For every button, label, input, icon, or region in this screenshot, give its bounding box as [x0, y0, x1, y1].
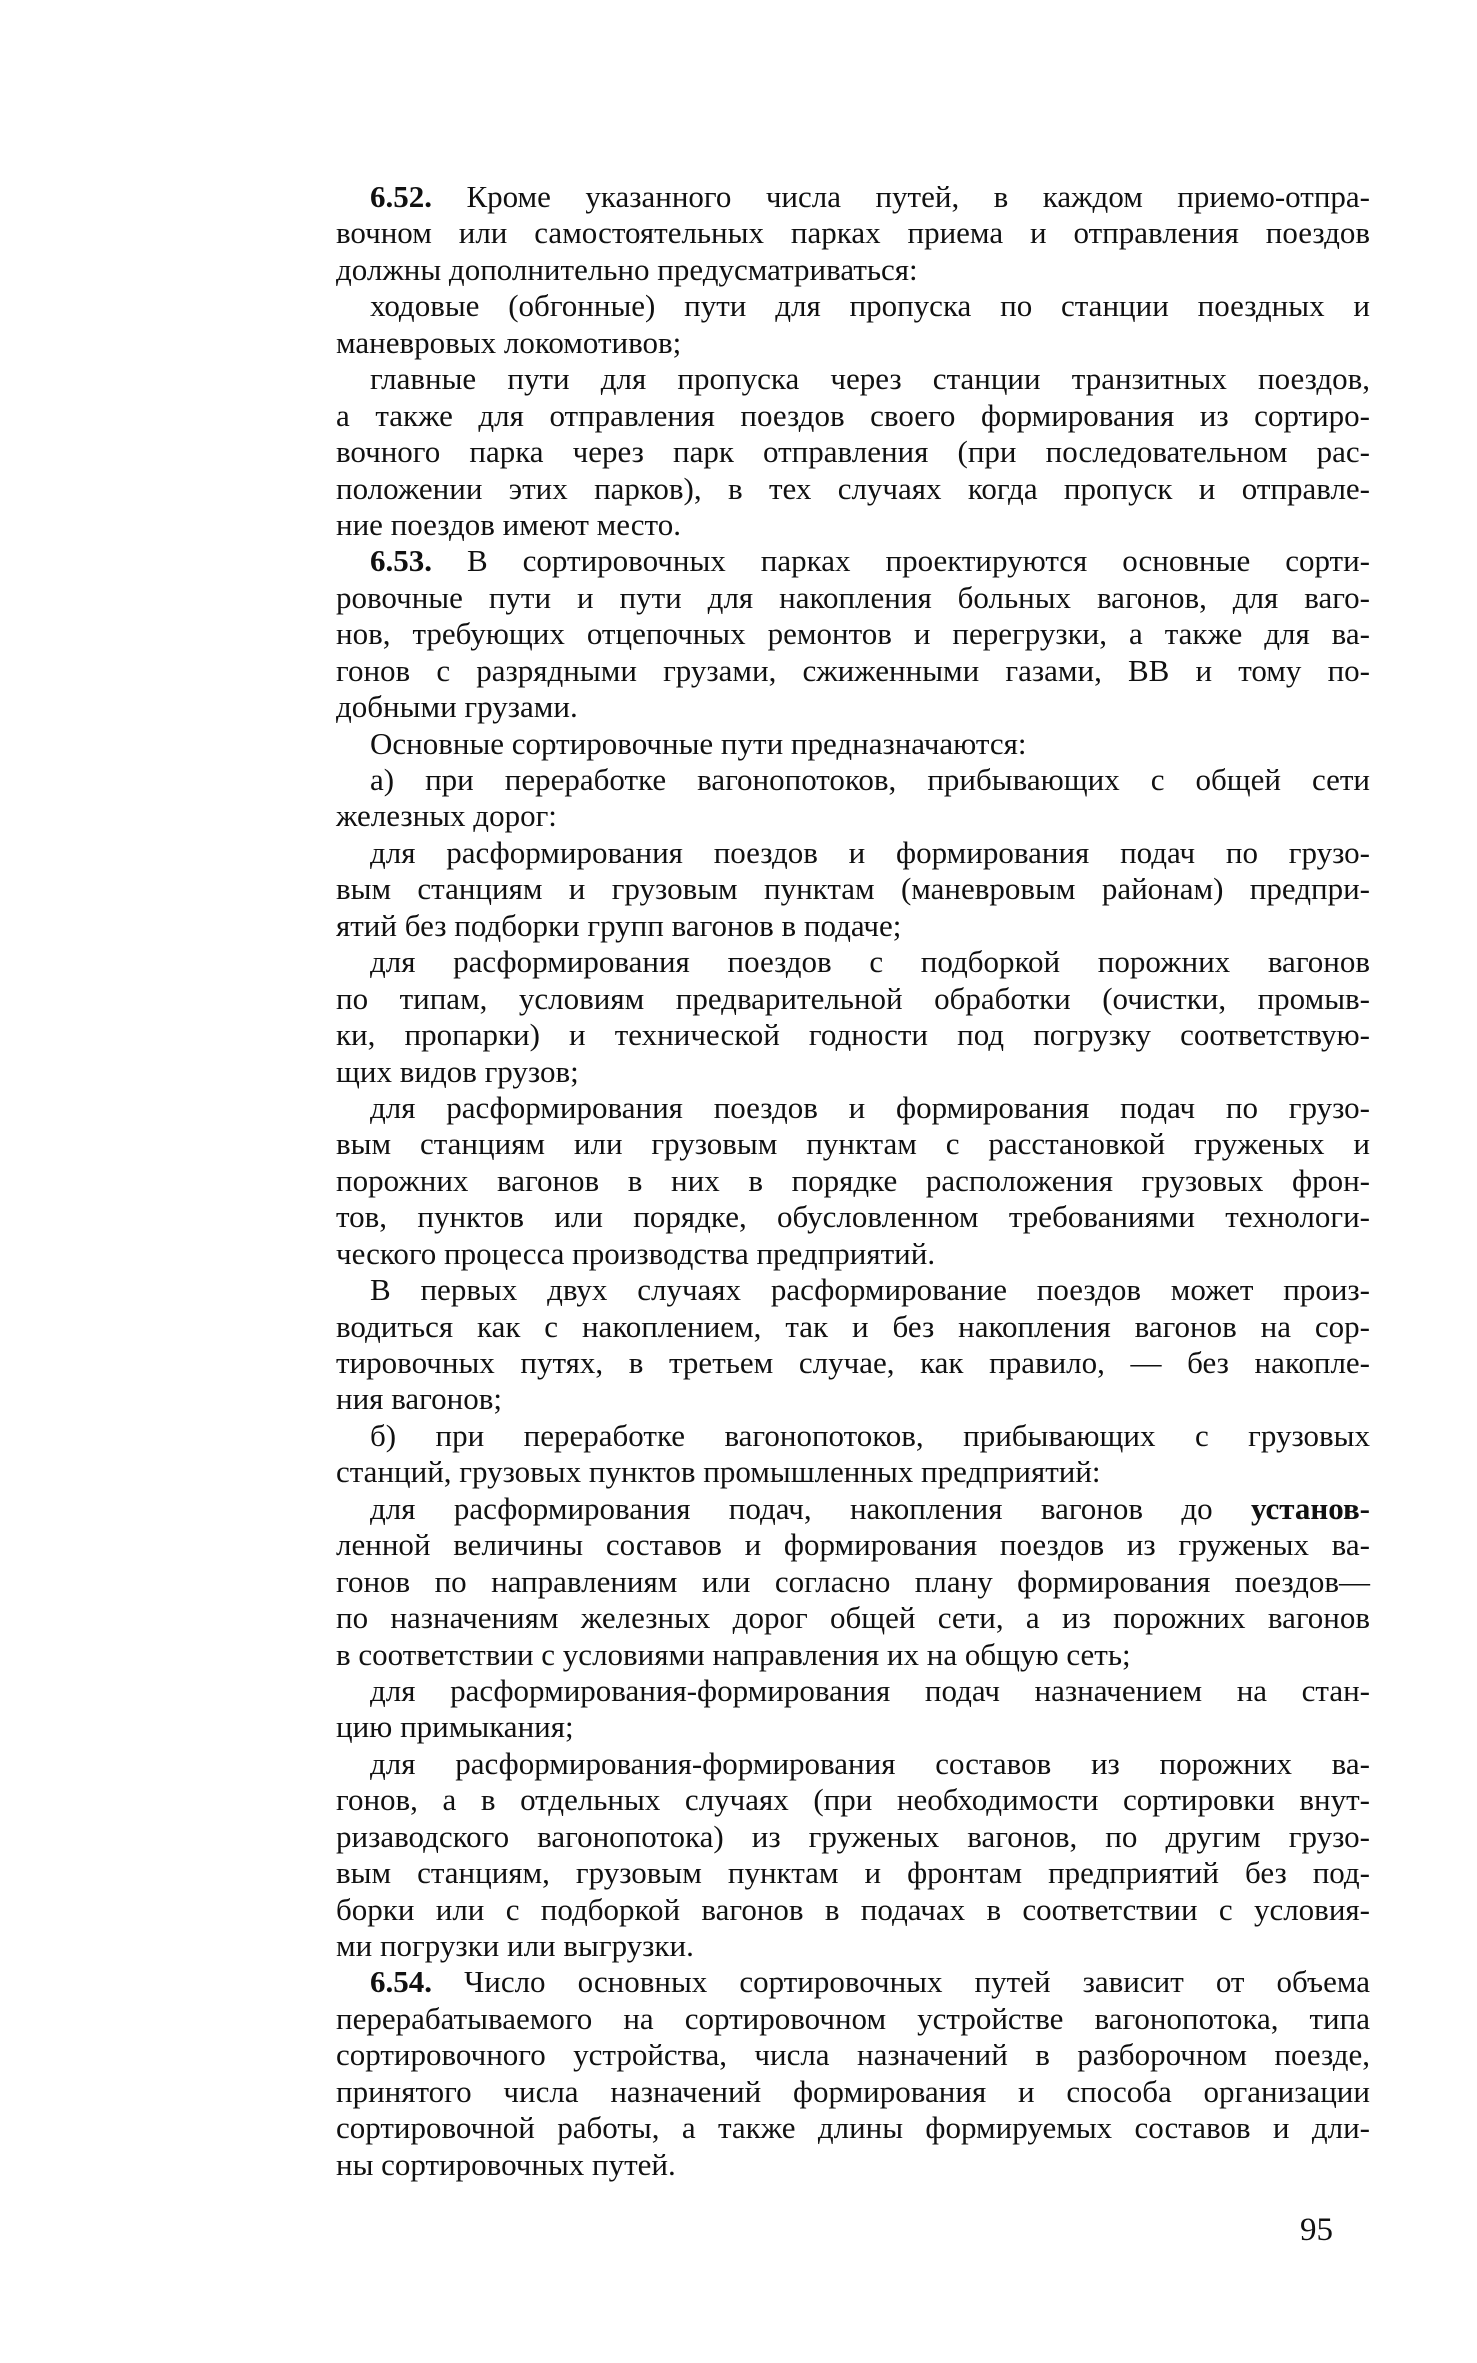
line-text: порожних вагонов в них в порядке расположения грузовых фрон- [336, 1162, 1370, 1198]
line-text: тов, пунктов или порядке, обусловленном требованиями технологи- [336, 1199, 1370, 1235]
line-text: железных дорог: [336, 798, 557, 834]
text-line [336, 580, 1370, 616]
line-text: для расформирования поездов и формирования подач по грузо- [370, 834, 1370, 870]
text-line [336, 726, 1370, 762]
section-number: 6.53. [370, 543, 432, 579]
line-text: гонов, а в отдельных случаях (при необходимости сортировки внут- [336, 1782, 1370, 1818]
paragraph [336, 726, 1370, 762]
text-line [336, 1126, 1370, 1162]
text-line [336, 1054, 1370, 1090]
line-text: гонов по направлениям или согласно плану формирования поездов— [336, 1563, 1370, 1599]
text-line [336, 1527, 1370, 1563]
line-text: а также для отправления поездов своего формирования из сортиро- [336, 397, 1370, 433]
line-text: вым станциям и грузовым пунктам (маневровым районам) предпри- [336, 871, 1370, 907]
text-line [336, 653, 1370, 689]
line-text: маневровых локомотивов; [336, 324, 682, 360]
line-text: тировочных путях, в третьем случае, как правило, — без накопле- [336, 1345, 1370, 1380]
text-line [336, 1673, 1370, 1709]
text-line [336, 798, 1370, 834]
bold-word: установ- [1250, 1490, 1371, 1526]
line-text: б) при переработке вагонопотоков, прибывающих с грузовых [370, 1417, 1370, 1453]
line-text: ходовые (обгонные) пути для пропуска по станции поездных и [370, 288, 1370, 324]
paragraph [336, 1673, 1370, 1746]
line-text: принятого числа назначений формирования и способа организации [336, 2073, 1370, 2109]
text-line [336, 325, 1370, 361]
line-text: Кроме указанного числа путей, в каждом приемо-отпра- [466, 179, 1370, 214]
paragraph [336, 1272, 1370, 1418]
text-line [336, 288, 1370, 324]
text-line [336, 361, 1370, 397]
line-text: для расформирования подач, накопления вагонов до [370, 1490, 1213, 1526]
line-text: ятий без подборки групп вагонов в подаче; [336, 907, 902, 943]
text-line [336, 908, 1370, 944]
paragraph [336, 944, 1370, 1090]
line-text: а) при переработке вагонопотоков, прибывающих с общей сети [370, 762, 1370, 797]
text-line [336, 689, 1370, 725]
line-text: водиться как с накоплением, так и без накопления вагонов на сор- [336, 1308, 1370, 1344]
line-text: ческого процесса производства предприятий. [336, 1235, 936, 1271]
text-line [336, 1637, 1370, 1673]
document-body [336, 179, 1370, 2183]
line-text: должны дополнительно предусматриваться: [336, 251, 918, 287]
line-text: добными грузами. [336, 689, 578, 725]
line-text: для расформирования поездов с подборкой порожних вагонов [370, 944, 1370, 980]
text-line [336, 398, 1370, 434]
paragraph [336, 835, 1370, 944]
text-line [336, 1709, 1370, 1745]
text-line [336, 1090, 1370, 1126]
paragraph [336, 543, 1370, 725]
line-text: в соответствии с условиями направления их на общую сеть; [336, 1636, 1131, 1672]
line-text: ризаводского вагонопотока) из груженых вагонов, по другим грузо- [336, 1818, 1370, 1854]
section-number: 6.54. [370, 1964, 432, 2000]
text-line [336, 1381, 1370, 1417]
line-text: Основные сортировочные пути предназначаются: [370, 725, 1027, 761]
text-line [336, 2001, 1370, 2037]
text-line [336, 179, 1370, 215]
line-text: щих видов грузов; [336, 1053, 579, 1089]
text-line [336, 1345, 1370, 1381]
text-line [336, 1163, 1370, 1199]
text-line [336, 1491, 1370, 1527]
paragraph [336, 179, 1370, 288]
section-number: 6.52. [370, 179, 432, 214]
text-line [336, 1454, 1370, 1490]
text-line [336, 434, 1370, 470]
text-line [336, 1272, 1370, 1308]
line-text: для расформирования-формирования подач назначением на стан- [370, 1672, 1370, 1708]
text-line [336, 1600, 1370, 1636]
paragraph [336, 1491, 1370, 1673]
line-text: положении этих парков), в тех случаях когда пропуск и отправле- [336, 470, 1370, 506]
line-text: сортировочной работы, а также длины формируемых составов и дли- [336, 2110, 1370, 2146]
text-line [336, 2074, 1370, 2110]
paragraph [336, 1418, 1370, 1491]
text-line [336, 507, 1370, 543]
text-line [336, 471, 1370, 507]
text-line [336, 1017, 1370, 1053]
text-line [336, 871, 1370, 907]
line-text: гонов с разрядными грузами, сжиженными газами, ВВ и тому по- [336, 652, 1370, 688]
text-line [336, 944, 1370, 980]
line-text: главные пути для пропуска через станции транзитных поездов, [370, 361, 1370, 397]
text-line [336, 616, 1370, 652]
line-text: ленной величины составов и формирования поездов из груженых ва- [336, 1527, 1370, 1563]
line-text: для расформирования-формирования составов из порожних ва- [370, 1745, 1370, 1781]
line-text: ния вагонов; [336, 1381, 502, 1417]
line-text: вым станциям, грузовым пунктам и фронтам предприятий без под- [336, 1855, 1370, 1891]
text-line [336, 835, 1370, 871]
text-line [336, 1928, 1370, 1964]
text-line [336, 1746, 1370, 1782]
line-text: цию примыкания; [336, 1709, 574, 1745]
line-text: ки, пропарки) и технической годности под погрузку соответствую- [336, 1017, 1370, 1053]
text-line [336, 1199, 1370, 1235]
paragraph [336, 762, 1370, 835]
line-text: ние поездов имеют место. [336, 506, 681, 542]
paragraph [336, 361, 1370, 543]
text-line [336, 981, 1370, 1017]
paragraph [336, 288, 1370, 361]
paragraph [336, 1746, 1370, 1965]
line-text: ны сортировочных путей. [336, 2146, 676, 2182]
line-text: В первых двух случаях расформирование поездов может произ- [370, 1272, 1370, 1308]
text-line [336, 1819, 1370, 1855]
text-line [336, 1309, 1370, 1345]
text-line [336, 1236, 1370, 1272]
line-text: вым станциям или грузовым пунктам с расстановкой груженых и [336, 1126, 1370, 1162]
line-text: В сортировочных парках проектируются основные сорти- [467, 543, 1371, 579]
line-text: для расформирования поездов и формирования подач по грузо- [370, 1089, 1370, 1125]
text-line [336, 762, 1370, 798]
text-line [336, 215, 1370, 251]
text-line [336, 2037, 1370, 2073]
text-line [336, 1892, 1370, 1928]
text-line [336, 1564, 1370, 1600]
line-text: по назначениям железных дорог общей сети, а из порожних вагонов [336, 1600, 1370, 1636]
line-text: сортировочного устройства, числа назначений в разборочном поезде, [336, 2037, 1370, 2073]
line-text: ми погрузки или выгрузки. [336, 1928, 694, 1963]
text-line [336, 2147, 1370, 2183]
line-text: нов, требующих отцепочных ремонтов и перегрузки, а также для ва- [336, 616, 1370, 652]
text-line [336, 1855, 1370, 1891]
line-text: перерабатываемого на сортировочном устройстве вагонопотока, типа [336, 2000, 1370, 2036]
line-text: по типам, условиям предварительной обработки (очистки, промыв- [336, 980, 1370, 1016]
line-text: станций, грузовых пунктов промышленных предприятий: [336, 1454, 1101, 1490]
line-text: борки или с подборкой вагонов в подачах в соответствии с условия- [336, 1891, 1370, 1927]
paragraph [336, 1090, 1370, 1272]
text-line [336, 1782, 1370, 1818]
line-text: вочном или самостоятельных парках приема и отправления поездов [336, 215, 1370, 251]
text-line [336, 252, 1370, 288]
page-number: 95 [1300, 2212, 1333, 2248]
line-text: ровочные пути и пути для накопления больных вагонов, для ваго- [336, 579, 1370, 615]
line-text: вочного парка через парк отправления (при последовательном рас- [336, 434, 1370, 470]
paragraph [336, 1964, 1370, 2183]
text-line [336, 2110, 1370, 2146]
text-line [336, 543, 1370, 579]
text-line [336, 1418, 1370, 1454]
line-text: Число основных сортировочных путей зависит от объема [464, 1964, 1370, 2000]
text-line [336, 1964, 1370, 2000]
